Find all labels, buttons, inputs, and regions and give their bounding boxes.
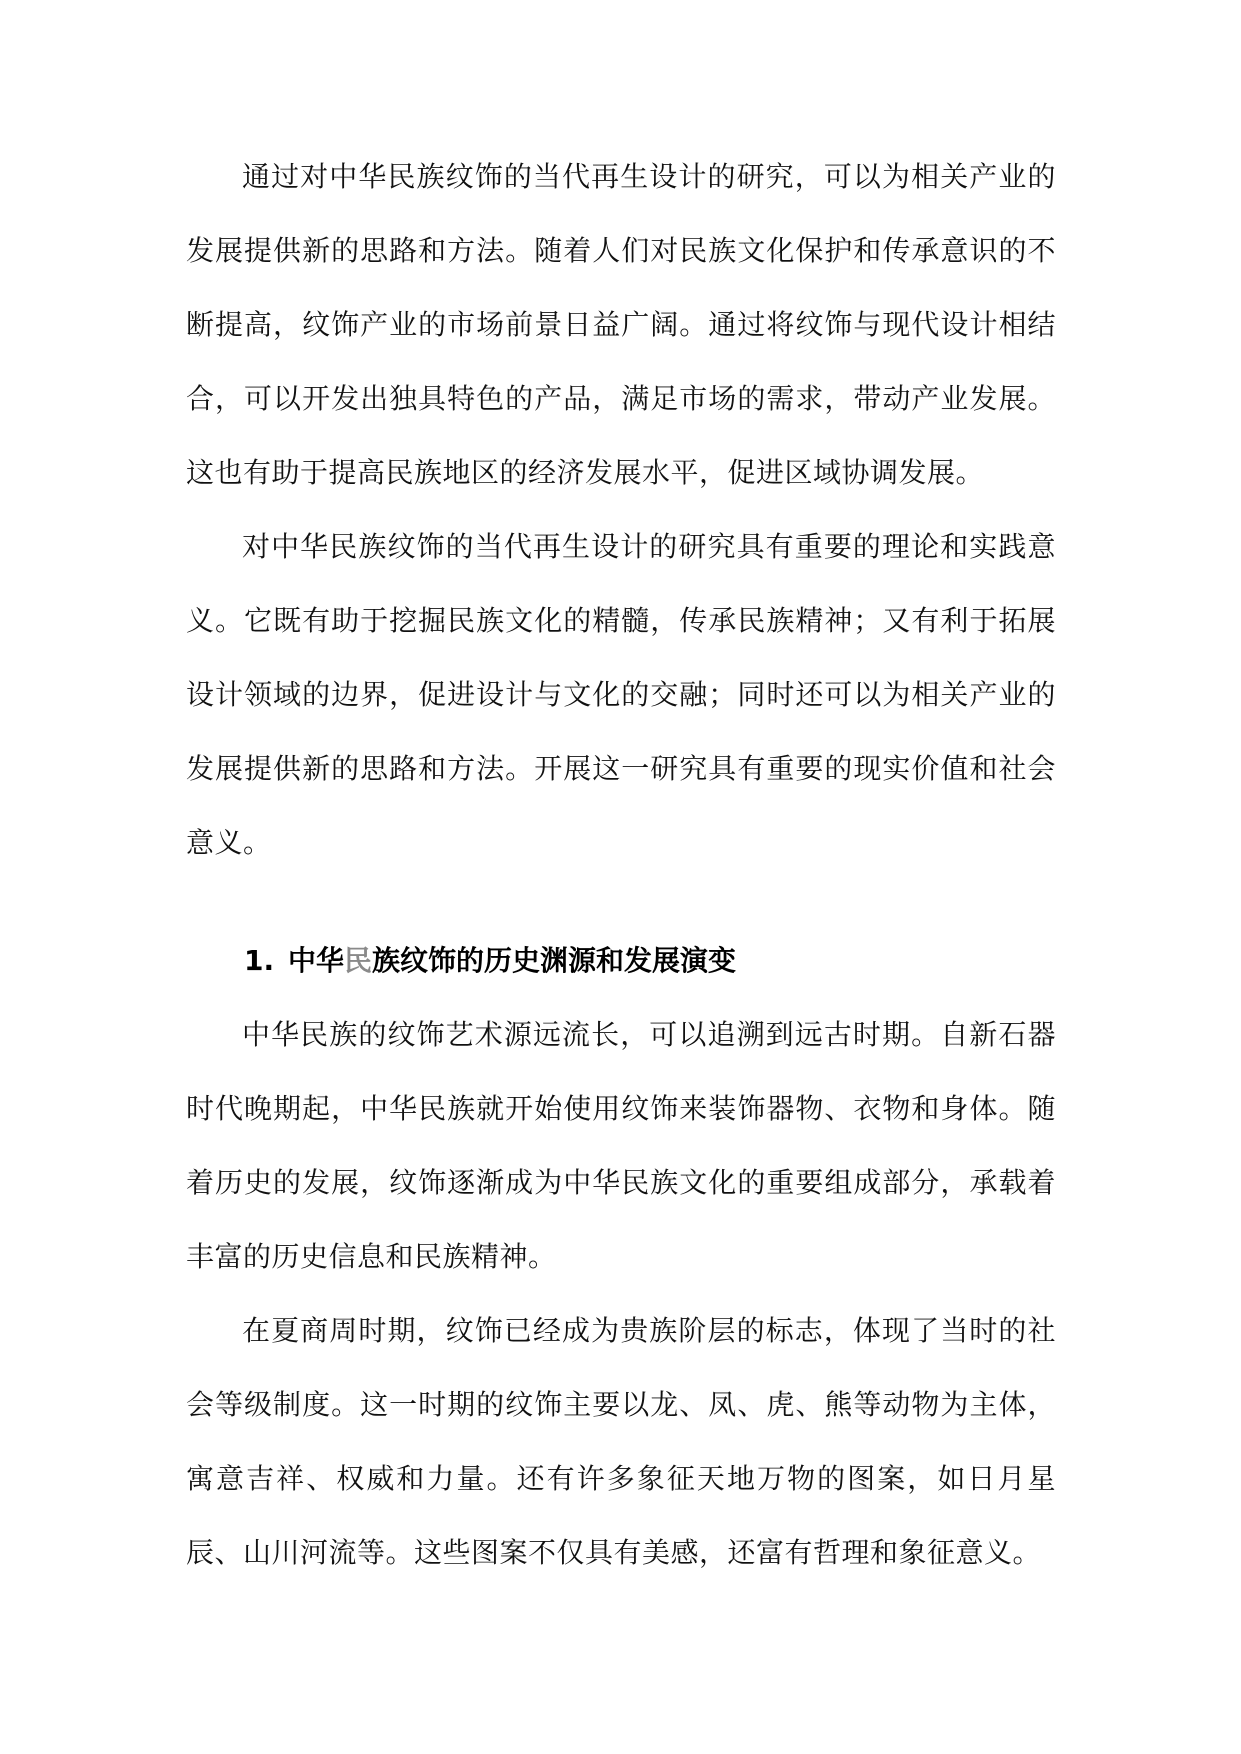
paragraph-research-significance: 对中华民族纹饰的当代再生设计的研究具有重要的理论和实践意义。它既有助于挖掘民族文化的精髓，传承民族精神；又有利于拓展设计领域的边界，促进设计与文化的交融；同时还可以为相关产业的发展提供新的思路和方法。开展这一研究具有重要的现实价值和社会意义。 xyxy=(186,530,1056,859)
document-body xyxy=(186,140,1056,1590)
section-title-accent: 民 xyxy=(344,944,373,977)
section-title-part2: 族纹饰的历史渊源和发展演变 xyxy=(372,944,737,977)
paragraph-industry-development: 通过对中华民族纹饰的当代再生设计的研究，可以为相关产业的发展提供新的思路和方法。随着人们对民族文化保护和传承意识的不断提高，纹饰产业的市场前景日益广阔。通过将纹饰与现代设计相结合，可以开发出独具特色的产品，满足市场的需求，带动产业发展。这也有助于提高民族地区的经济发展水平，促进区域协调发展。 xyxy=(186,160,1056,489)
paragraph-origins: 中华民族的纹饰艺术源远流长，可以追溯到远古时期。自新石器时代晚期起，中华民族就开始使用纹饰来装饰器物、衣物和身体。随着历史的发展，纹饰逐渐成为中华民族文化的重要组成部分，承载着丰富的历史信息和民族精神。 xyxy=(186,1018,1056,1273)
section-number: 1. xyxy=(244,944,275,977)
section-title-part1: 中华 xyxy=(288,944,345,977)
paragraph-xia-shang-zhou: 在夏商周时期，纹饰已经成为贵族阶层的标志，体现了当时的社会等级制度。这一时期的纹饰主要以龙、凤、虎、熊等动物为主体，寓意吉祥、权威和力量。还有许多象征天地万物的图案，如日月星辰、山川河流等。这些图案不仅具有美感，还富有哲理和象征意义。 xyxy=(186,1314,1056,1569)
section-heading xyxy=(186,924,1056,998)
